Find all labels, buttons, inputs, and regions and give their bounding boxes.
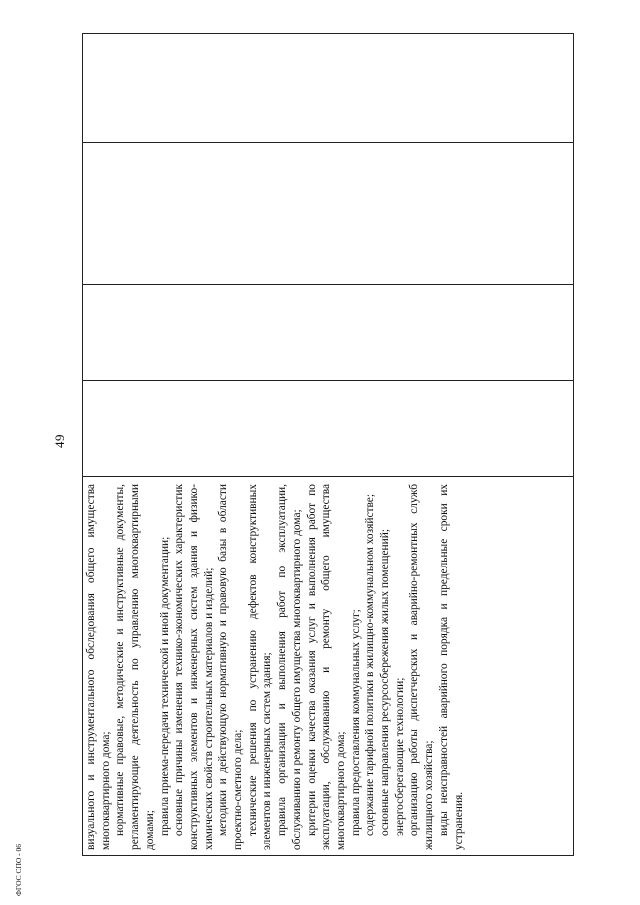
column-divider-4 xyxy=(82,142,574,143)
column-divider-2 xyxy=(82,380,574,381)
cell-paragraph: критерии оценки качества оказания услуг и выполнения работ по эксплуатации, обслуживанию и ремонту общего имущества многоквартирного дома; xyxy=(305,484,347,850)
cell-paragraph: визуального и инструментального обследования общего имущества многоквартирного дома; xyxy=(85,484,112,850)
cell-paragraph: методики и действующую нормативную и правовую базы в области проектно-сметного дела; xyxy=(217,484,245,850)
page-number: 49 xyxy=(52,434,67,448)
cell-paragraph: виды неисправностей аварийного порядка и предельные сроки их устранения. xyxy=(437,484,465,850)
cell-paragraph: основные направления ресурсосбережения жилых помещений; xyxy=(379,529,392,836)
column-divider-3 xyxy=(82,284,574,285)
document-code: ФГОС СПО - 06 xyxy=(14,843,23,896)
rotated-table-cell xyxy=(82,476,574,856)
cell-paragraph: организацию работы диспетчерских и аварийно-ремонтных служб жилищного хозяйства; xyxy=(408,484,436,850)
cell-paragraph: содержание тарифной политики в жилищно-коммунальном хозяйстве; xyxy=(364,493,377,836)
cell-text xyxy=(84,484,466,850)
cell-paragraph: правила приема-передачи технической и иной документации; xyxy=(158,536,171,836)
cell-paragraph: правила предоставления коммунальных услуг; xyxy=(349,609,362,836)
cell-paragraph: энергосберегающие технологии; xyxy=(393,677,406,836)
cell-paragraph: правила организации и выполнения работ по эксплуатации, обслуживанию и ремонту общего имущества многоквартирного дома; xyxy=(276,484,303,850)
cell-paragraph: основные причины изменения технико-экономических характеристик конструктивных элементов и инженерных систем здания и физико-химических свойств строительных материалов и изделий; xyxy=(173,484,215,850)
cell-paragraph: нормативные правовые, методические и инструктивные документы, регламентирующие деятельность по управлению многоквартирными домами; xyxy=(114,484,156,850)
cell-paragraph: технические решения по устранению дефектов конструктивных элементов и инженерных систем здания; xyxy=(246,484,274,850)
